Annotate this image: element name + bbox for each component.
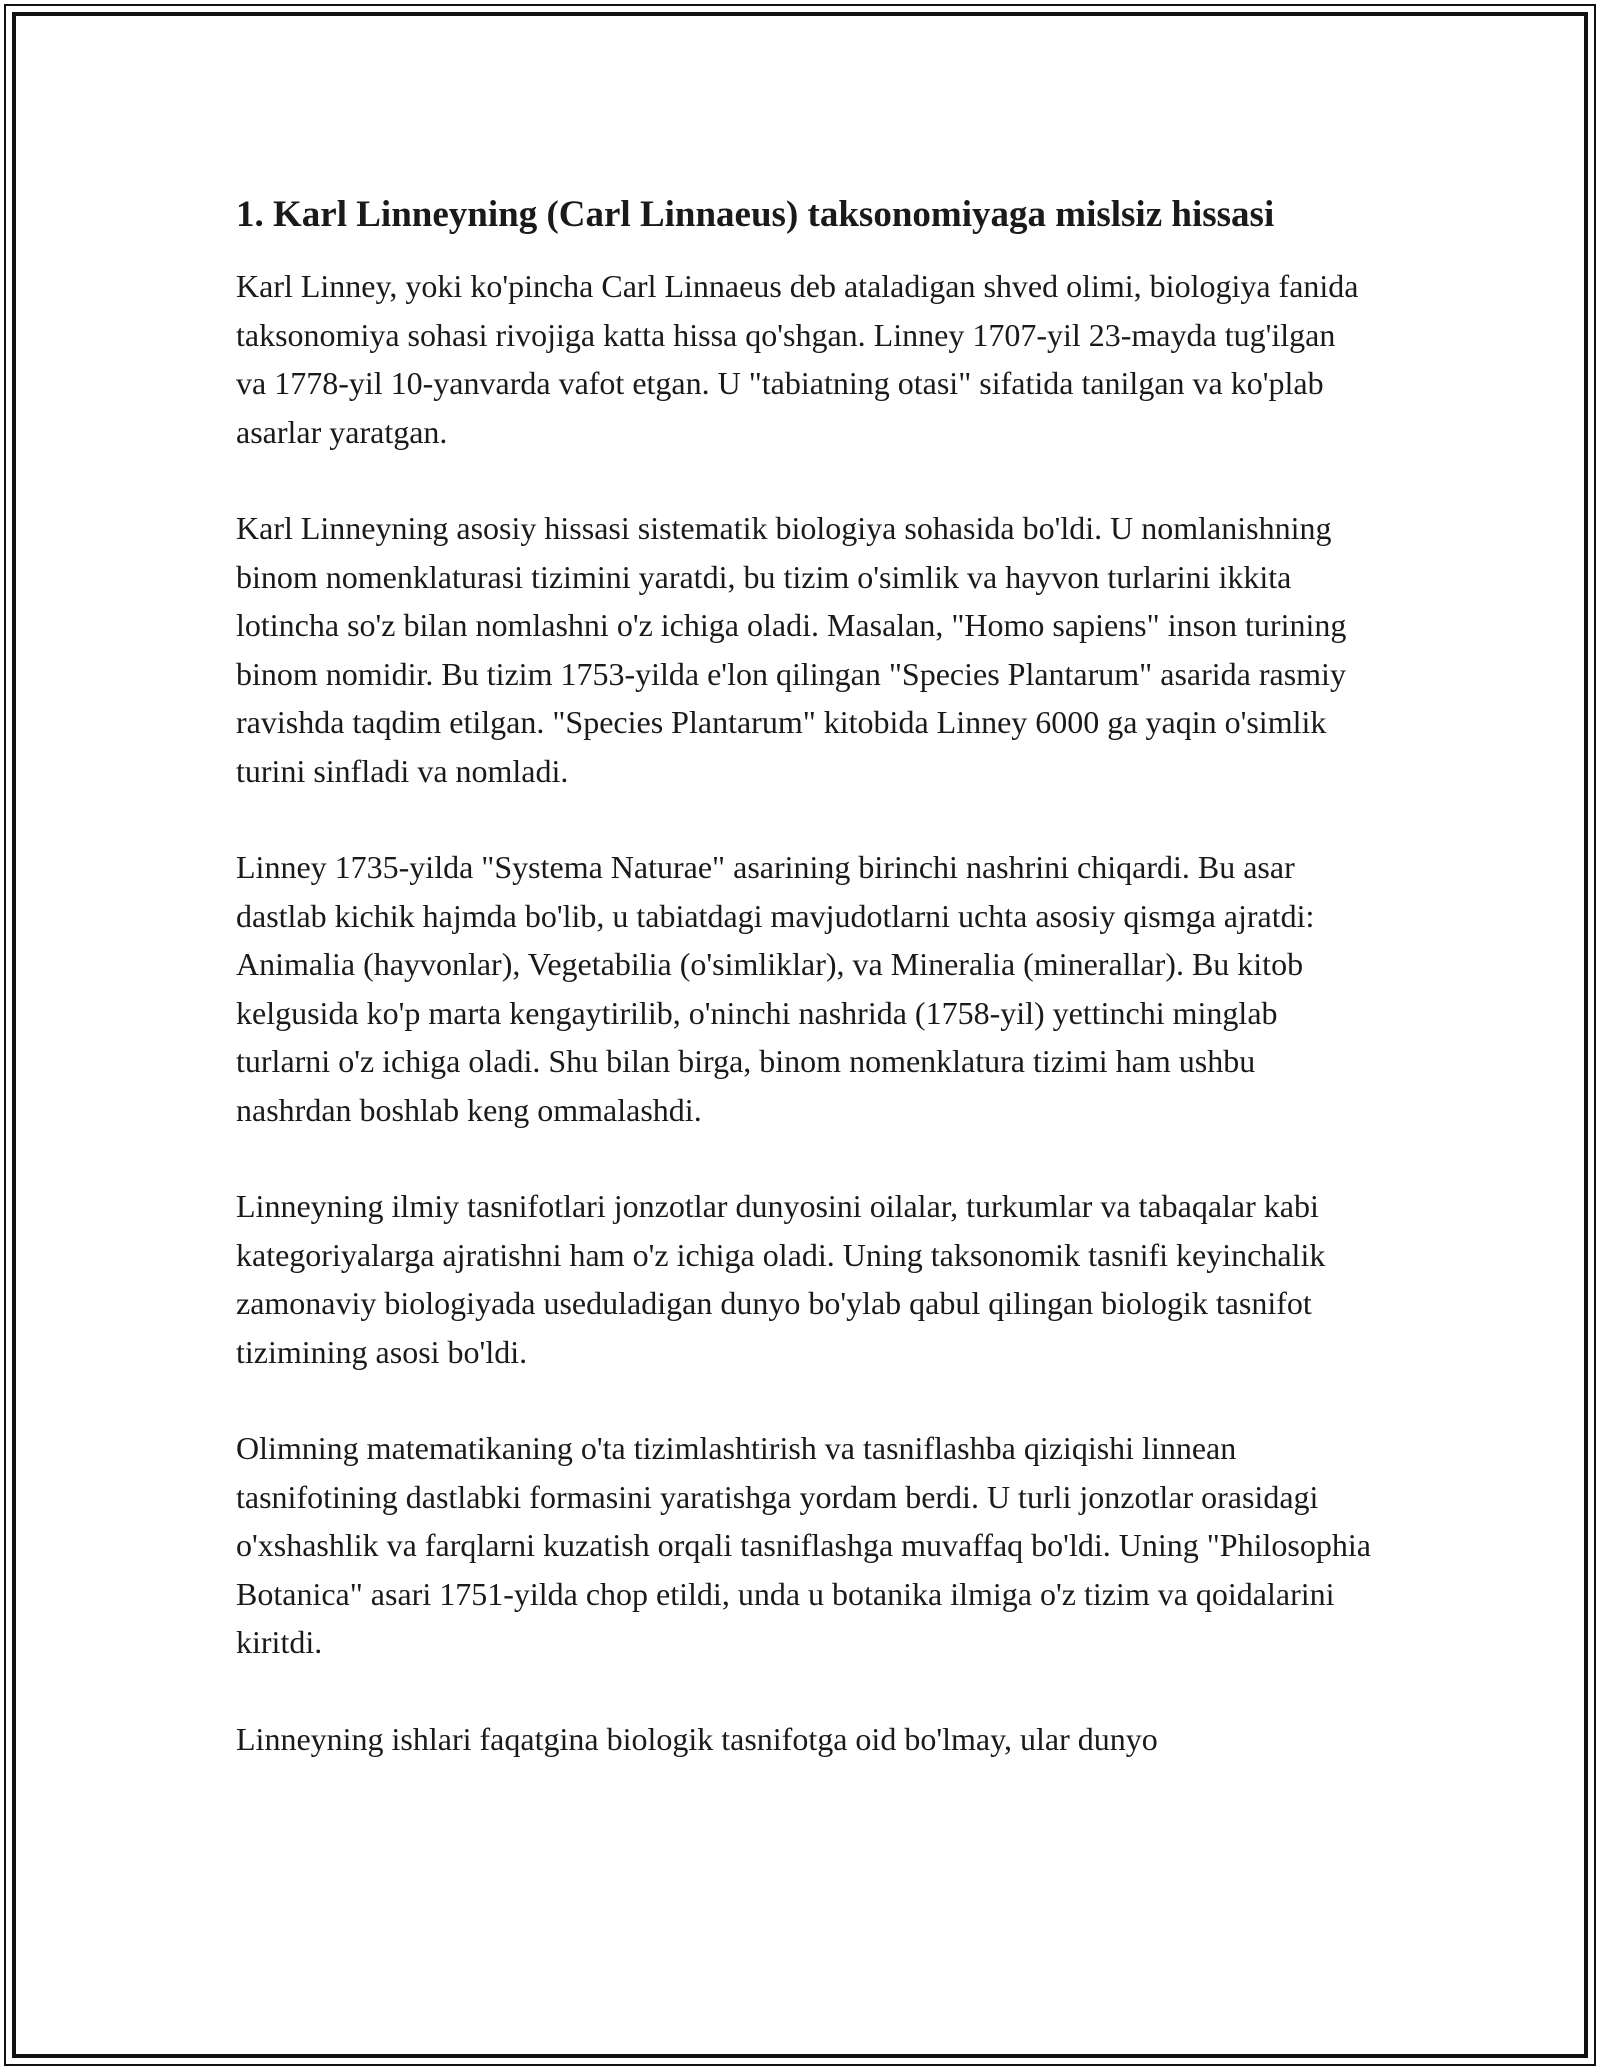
- paragraph-1: Karl Linney, yoki ko'pincha Carl Linnaeus deb ataladigan shved olimi, biologiya fanida taksonomiya sohasi rivojiga katta hissa qo'shgan. Linney 1707-yil 23-mayda tug'ilgan va 1778-yil 10-yanvarda vafot etgan. U "tabiatning otasi" sifatida tanilgan va ko'plab asarlar yaratgan.: [236, 268, 1359, 450]
- paragraph-2: Karl Linneyning asosiy hissasi sistematik biologiya sohasida bo'ldi. U nomlanishning binom nomenklaturasi tizimini yaratdi, bu tizim o'simlik va hayvon turlarini ikkita lotincha so'z bilan nomlashni o'z ichiga oladi. Masalan, "Homo sapiens" inson turining binom nomidir. Bu tizim 1753-yilda e'lon qilingan "Species Plantarum" asarida rasmiy ravishda taqdim etilgan. "Species Plantarum" kitobida Linney 6000 ga yaqin o'simlik turini sinfladi va nomladi.: [236, 510, 1347, 789]
- paragraph-5: Olimning matematikaning o'ta tizimlashtirish va tasniflashba qiziqishi linnean tasnifotining dastlabki formasini yaratishga yordam berdi. U turli jonzotlar orasidagi o'xshashlik va farqlarni kuzatish orqali tasniflashga muvaffaq bo'ldi. Uning "Philosophia Botanica" asari 1751-yilda chop etildi, unda u botanika ilmiga o'z tizim va qoidalarini kiritdi.: [236, 1430, 1371, 1660]
- section-heading: 1. Karl Linneyning (Carl Linnaeus) taksonomiyaga mislsiz hissasi: [236, 194, 1275, 235]
- paragraph-6: Linneyning ishlari faqatgina biologik tasnifotga oid bo'lmay, ular dunyo: [236, 1720, 1158, 1757]
- paragraph-4: Linneyning ilmiy tasnifotlari jonzotlar dunyosini oilalar, turkumlar va tabaqalar kabi kategoriyalarga ajratishni ham o'z ichiga oladi. Uning taksonomik tasnifi keyinchalik zamonaviy biologiyada useduladigan dunyo bo'ylab qabul qilingan biologik tasnifot tizimining asosi bo'ldi.: [236, 1188, 1326, 1370]
- document-body: [236, 188, 1372, 1811]
- paragraph-3: Linney 1735-yilda "Systema Naturae" asarining birinchi nashrini chiqardi. Bu asar dastlab kichik hajmda bo'lib, u tabiatdagi mavjudotlarni uchta asosiy qismga ajratdi: Animalia (hayvonlar), Vegetabilia (o'simliklar), va Mineralia (minerallar). Bu kitob kelgusida ko'p marta kengaytirilib, o'ninchi nashrida (1758-yil) yettinchi minglab turlarni o'z ichiga oladi. Shu bilan birga, binom nomenklatura tizimi ham ushbu nashrdan boshlab keng ommalashdi.: [236, 849, 1315, 1128]
